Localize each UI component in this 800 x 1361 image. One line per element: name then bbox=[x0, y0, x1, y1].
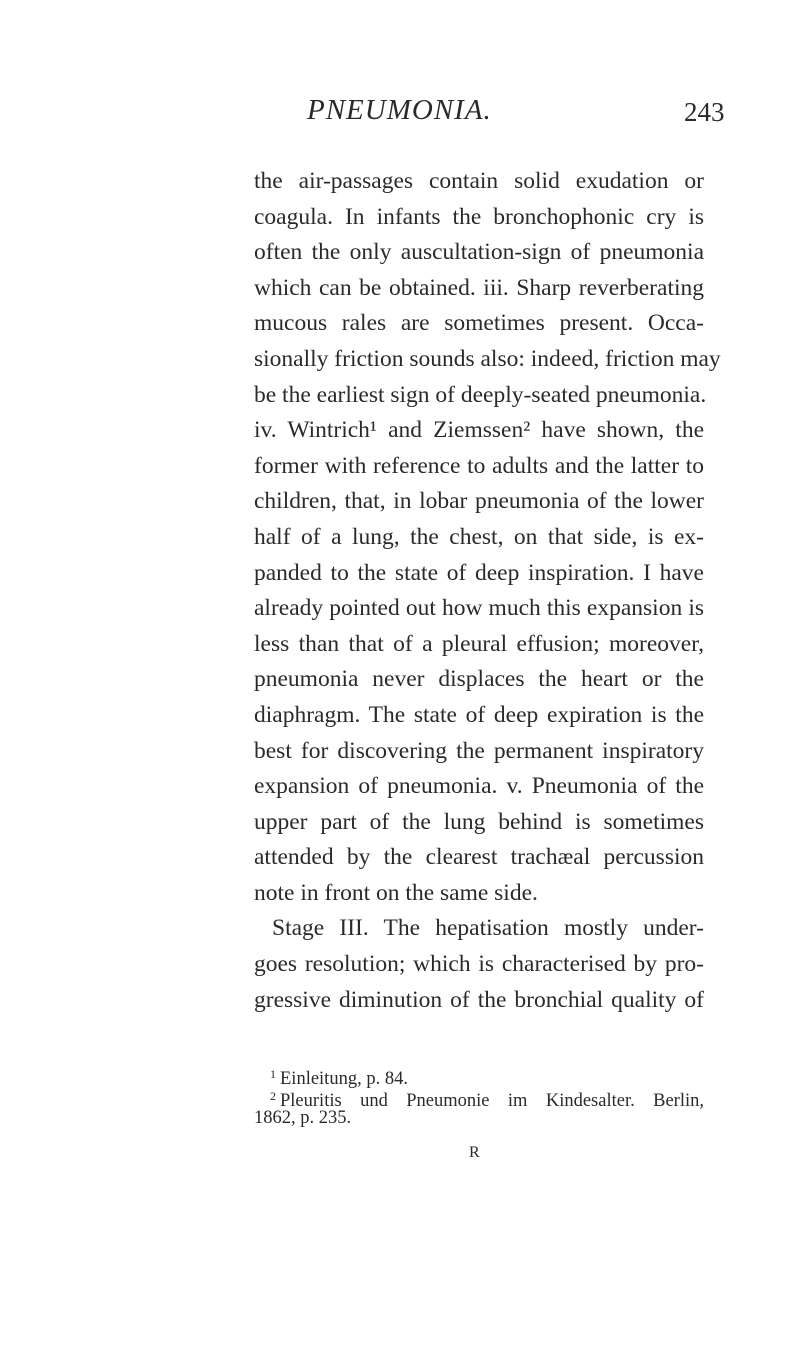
footnote-text: Einleitung, p. 84. bbox=[280, 1069, 408, 1089]
text-line: gressive diminution of the bronchial quality of bbox=[254, 986, 704, 1013]
running-title: PNEUMONIA. bbox=[307, 94, 492, 126]
footnote bbox=[254, 1085, 704, 1111]
footnote-text: 1862, p. 235. bbox=[254, 1108, 352, 1128]
footnote-marker: 2 bbox=[270, 1089, 276, 1103]
text-line: half of a lung, the chest, on that side, is ex- bbox=[254, 523, 704, 550]
text-line: best for discovering the permanent inspiratory bbox=[254, 737, 704, 764]
text-line: attended by the clearest trachæal percussion bbox=[254, 844, 704, 871]
body-text bbox=[254, 164, 721, 1018]
footnote-marker: 1 bbox=[270, 1067, 276, 1081]
text-line: already pointed out how much this expansion is bbox=[254, 595, 704, 622]
text-line: pneumonia never displaces the heart or the bbox=[254, 666, 704, 693]
text-line: sionally friction sounds also: indeed, friction may bbox=[254, 345, 721, 372]
text-line: panded to the state of deep inspiration. I have bbox=[254, 559, 704, 586]
text-line: goes resolution; which is characterised by pro- bbox=[254, 951, 704, 978]
text-line: be the earliest sign of deeply-seated pneumonia. bbox=[254, 381, 707, 408]
signature-mark: R bbox=[469, 1144, 480, 1161]
text-line: coagula. In infants the bronchophonic cry is bbox=[254, 203, 704, 230]
paragraph-start-line: Stage III. The hepatisation mostly under- bbox=[272, 915, 704, 942]
text-line: diaphragm. The state of deep expiration is the bbox=[254, 701, 704, 728]
footnote-text: Pleuritis und Pneumonie im Kindesalter. Berlin, bbox=[280, 1091, 704, 1111]
text-line: often the only auscultation-sign of pneumonia bbox=[254, 239, 704, 266]
text-line: expansion of pneumonia. v. Pneumonia of the bbox=[254, 773, 704, 800]
text-line: children, that, in lobar pneumonia of the lower bbox=[254, 488, 704, 515]
running-head bbox=[0, 90, 800, 130]
footnote bbox=[254, 1063, 704, 1089]
text-line: which can be obtained. iii. Sharp reverberating bbox=[254, 274, 704, 301]
text-line: iv. Wintrich¹ and Ziemssen² have shown, the bbox=[254, 417, 704, 444]
page-number: 243 bbox=[684, 97, 725, 127]
text-line: mucous rales are sometimes present. Occa- bbox=[254, 310, 704, 337]
text-line: former with reference to adults and the latter to bbox=[254, 452, 704, 479]
text-line: note in front on the same side. bbox=[254, 879, 538, 906]
footnotes bbox=[254, 1063, 704, 1129]
text-line: less than that of a pleural effusion; moreover, bbox=[254, 630, 704, 657]
text-line: upper part of the lung behind is sometimes bbox=[254, 808, 704, 835]
text-line: the air-passages contain solid exudation or bbox=[254, 168, 704, 194]
